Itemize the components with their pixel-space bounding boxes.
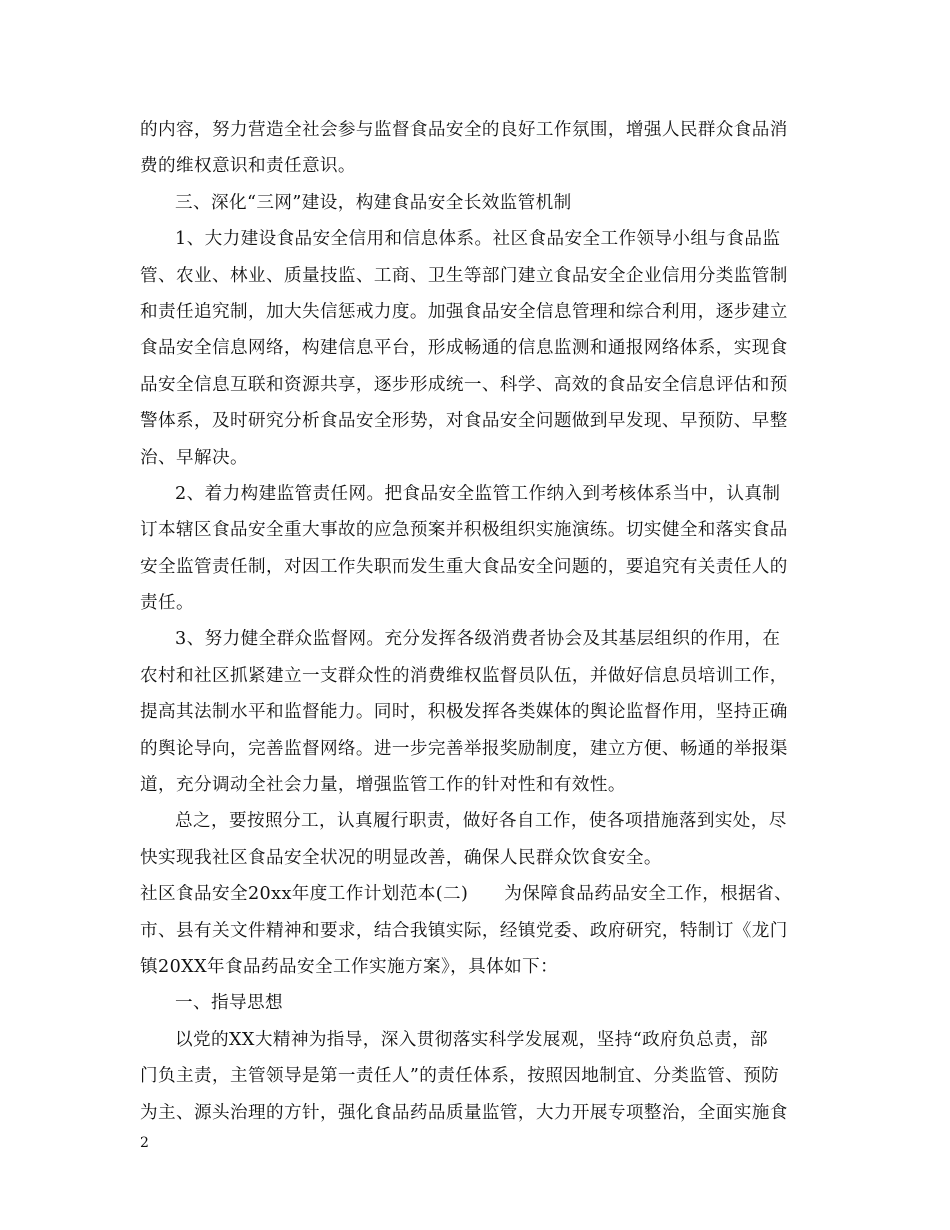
text-line: 提高其法制水平和监督能力。同时，积极发挥各类媒体的舆论监督作用，坚持正确 <box>140 702 788 723</box>
text-line: 农村和社区抓紧建立一支群众性的消费维权监督员队伍，并做好信息员培训工作， <box>140 665 788 686</box>
text-line: 三、深化“三网”建设，构建食品安全长效监管机制 <box>175 192 572 213</box>
text-line: 一、指导思想 <box>175 993 283 1014</box>
text-line: 费的维权意识和责任意识。 <box>140 156 356 177</box>
text-line: 门负主责，主管领导是第一责任人”的责任体系，按照因地制宜、分类监管、预防 <box>140 1066 780 1087</box>
text-line: 道，充分调动全社会力量，增强监管工作的针对性和有效性。 <box>140 775 626 796</box>
text-line: 总之，要按照分工，认真履行职责，做好各自工作，使各项措施落到实处，尽 <box>175 811 787 832</box>
text-line: 的舆论导向，完善监督网络。进一步完善举报奖励制度，建立方便、畅通的举报渠 <box>140 738 788 759</box>
text-line: 品安全信息互联和资源共享，逐步形成统一、科学、高效的食品安全信息评估和预 <box>140 374 788 395</box>
text-line: 镇20XX年食品药品安全工作实施方案》，具体如下： <box>140 956 559 977</box>
text-line: 责任。 <box>140 593 194 614</box>
text-line: 和责任追究制，加大失信惩戒力度。加强食品安全信息管理和综合利用，逐步建立 <box>140 301 788 322</box>
document-body <box>140 112 826 1131</box>
text-line: 快实现我社区食品安全状况的明显改善，确保人民群众饮食安全。 <box>140 847 662 868</box>
text-line: 安全监管责任制，对因工作失职而发生重大食品安全问题的，要追究有关责任人的 <box>140 556 788 577</box>
text-line: 社区食品安全20xx年度工作计划范本(二) 为保障食品药品安全工作，根据省、 <box>140 884 793 905</box>
text-line: 2、着力构建监管责任网。把食品安全监管工作纳入到考核体系当中，认真制 <box>175 483 781 504</box>
text-line: 3、努力健全群众监督网。充分发挥各级消费者协会及其基层组织的作用，在 <box>175 629 781 650</box>
text-line: 以党的XX大精神为指导，深入贯彻落实科学发展观，坚持“政府负总责，部 <box>175 1029 769 1050</box>
text-line: 市、县有关文件精神和要求，结合我镇实际，经镇党委、政府研究，特制订《龙门 <box>140 920 788 941</box>
text-line: 1、大力建设食品安全信用和信息体系。社区食品安全工作领导小组与食品监 <box>175 229 781 250</box>
text-line: 食品安全信息网络，构建信息平台，形成畅通的信息监测和通报网络体系，实现食 <box>140 338 788 359</box>
text-line: 订本辖区食品安全重大事故的应急预案并积极组织实施演练。切实健全和落实食品 <box>140 520 788 541</box>
text-line: 治、早解决。 <box>140 447 248 468</box>
text-line: 警体系，及时研究分析食品安全形势，对食品安全问题做到早发现、早预防、早整 <box>140 411 788 432</box>
text-line: 管、农业、林业、质量技监、工商、卫生等部门建立食品安全企业信用分类监管制 <box>140 265 788 286</box>
text-line: 的内容，努力营造全社会参与监督食品安全的良好工作氛围，增强人民群众食品消 <box>140 120 788 140</box>
text-line: 为主、源头治理的方针，强化食品药品质量监管，大力开展专项整治，全面实施食 <box>140 1102 788 1123</box>
page-number: 2 <box>140 1135 149 1151</box>
